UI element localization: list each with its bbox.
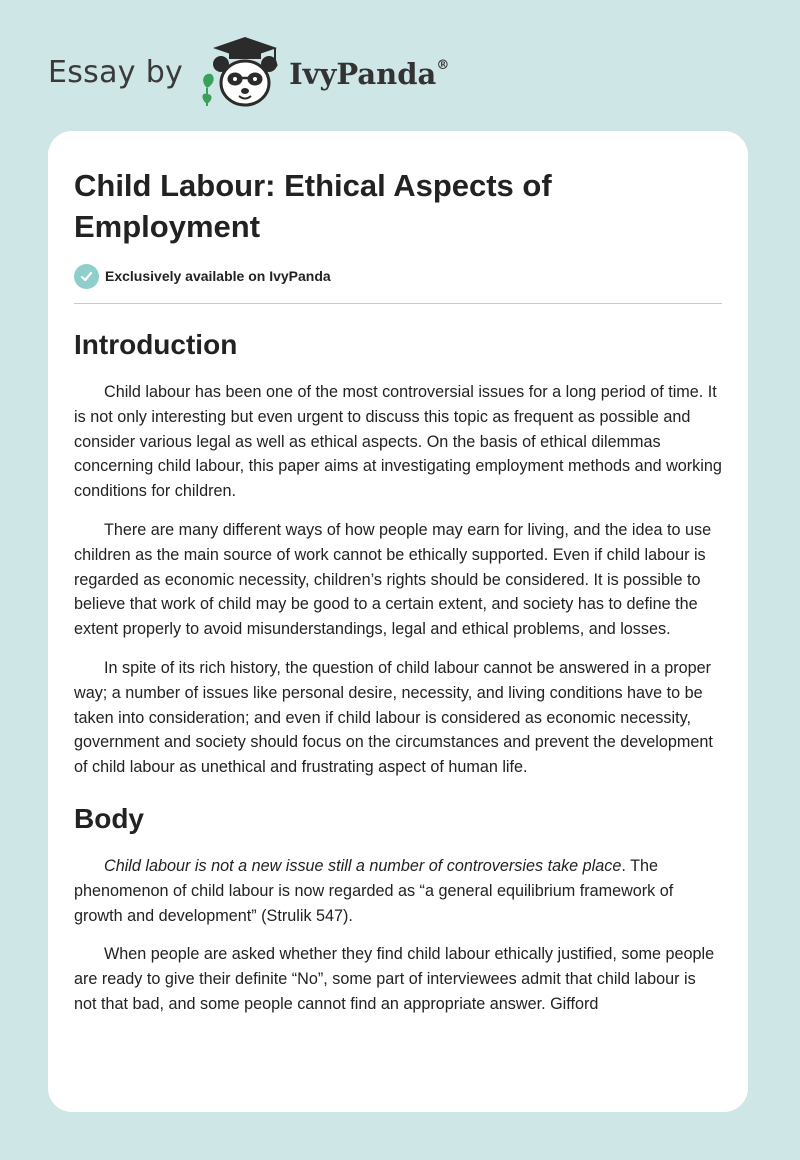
body-paragraph-1: [74, 854, 722, 928]
intro-paragraph-3: In spite of its rich history, the question of child labour cannot be answered in a proper way; a number of issues like personal desire, necessity, and living conditions have to be taken into consideration; and even if child labour is considered as economic necessity, government and society should focus on the circumstances and prevent the development of child labour as unethical and frustrating aspect of human life.: [74, 658, 713, 777]
ivypanda-brand[interactable]: IvyPanda®: [289, 57, 450, 91]
intro-paragraph-1: Child labour has been one of the most controversial issues for a long period of time. It is not only interesting but even urgent to discuss this topic as frequent as possible and consider various legal as well as ethical aspects. On the basis of ethical dilemmas concerning child labour, this paper aims at investigating employment methods and working conditions for children.: [74, 383, 722, 501]
check-icon: [74, 264, 99, 289]
exclusive-label: Exclusively available on IvyPanda: [105, 268, 331, 284]
exclusive-badge: [74, 262, 722, 290]
intro-paragraph-2: There are many different ways of how people may earn for living, and the idea to use children as the main source of work cannot be ethically supported. Even if child labour is regarded as economic necessity, children’s rights should be considered. It is possible to believe that work of child may be good to a certain extent, and society has to define the extent properly to avoid misunderstandings, legal and ethical problems, and losses.: [74, 520, 712, 639]
section-heading-body: Body: [74, 802, 144, 834]
divider: [74, 303, 722, 304]
essay-card: [48, 131, 748, 1112]
registered-mark: ®: [436, 58, 450, 74]
body-paragraph-2: When people are asked whether they find child labour ethically justified, some people are ready to give their definite “No”, some part of interviewees admit that child labour is not that bad, and some people cannot find an appropriate answer. Gifford: [74, 945, 715, 1013]
body-paragraph-1-italic: Child labour is not a new issue still a number of controversies take place: [104, 856, 622, 875]
essay-by-label: Essay by: [48, 54, 184, 90]
section-heading-introduction: Introduction: [74, 329, 238, 360]
site-header: [48, 32, 449, 112]
essay-title: Child Labour: Ethical Aspects of Employment: [74, 168, 552, 244]
panda-graduate-logo-icon: [197, 34, 283, 110]
body-paragraph-1-rest: . The phenomenon of child labour is now regarded as “a general equilibrium framework of growth and development” (Strulik 547).: [74, 856, 674, 925]
